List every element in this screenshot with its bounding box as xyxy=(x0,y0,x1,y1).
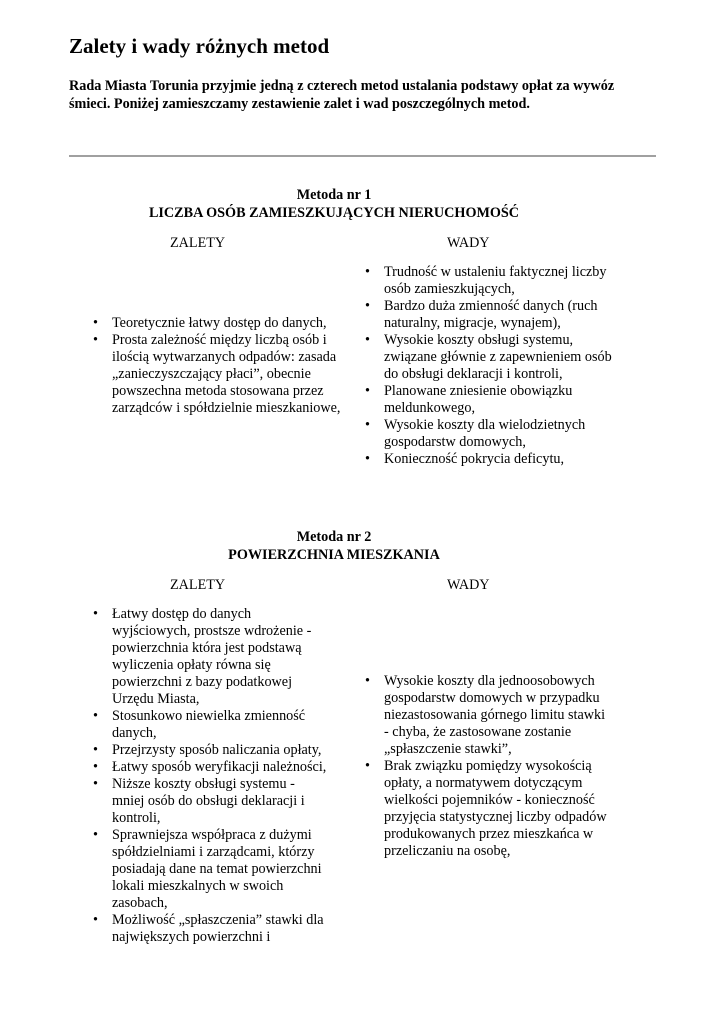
method-number: Metoda nr 1 xyxy=(296,187,372,203)
list-item: • Łatwy sposób weryfikacji należności, xyxy=(90,759,328,776)
list-item: • Brak związku pomiędzy wysokością opłaty, a normatywem dotyczącym wielkości pojemników - konieczność przyjęcia statystycznej liczby odpadów produkowanych przez mieszkańca w przeliczaniu na osobę, xyxy=(362,758,610,860)
list-item: • Bardzo duża zmienność danych (ruch naturalny, migracje, wynajem), xyxy=(362,298,617,332)
method-1-heading xyxy=(69,186,599,222)
list-item: • Przejrzysty sposób naliczania opłaty, xyxy=(90,742,328,759)
list-item: • Konieczność pokrycia deficytu, xyxy=(362,451,617,468)
list-item: • Prosta zależność między liczbą osób i ilością wytwarzanych odpadów: zasada „zanieczyszczający płaci”, obecnie powszechna metoda stosowana przez zarządców i spółdzielnie mieszkaniowe, xyxy=(90,332,348,417)
list-item: • Trudność w ustaleniu faktycznej liczby osób zamieszkujących, xyxy=(362,264,617,298)
method-number: Metoda nr 2 xyxy=(296,529,372,545)
list-item: • Teoretycznie łatwy dostęp do danych, xyxy=(90,315,348,332)
cons-list xyxy=(362,264,617,468)
horizontal-divider xyxy=(69,155,656,157)
pros-list xyxy=(90,315,348,417)
list-item: • Planowane zniesienie obowiązku meldunkowego, xyxy=(362,383,617,417)
cons-label: WADY xyxy=(447,577,490,593)
page-title: Zalety i wady różnych metod xyxy=(69,34,330,58)
list-item: • Stosunkowo niewielka zmienność danych, xyxy=(90,708,328,742)
list-item: • Możliwość „spłaszczenia” stawki dla największych powierzchni i xyxy=(90,912,328,946)
pros-label: ZALETY xyxy=(170,577,226,593)
cons-list xyxy=(362,673,610,860)
list-item: • Wysokie koszty dla jednoosobowych gospodarstw domowych w przypadku niezastosowania górnego limitu stawki - chyba, że zastosowane zostanie „spłaszczenie stawki”, xyxy=(362,673,610,758)
method-name: POWIERZCHNIA MIESZKANIA xyxy=(228,547,440,563)
method-name: LICZBA OSÓB ZAMIESZKUJĄCYCH NIERUCHOMOŚĆ xyxy=(148,205,520,221)
list-item: • Niższe koszty obsługi systemu - mniej osób do obsługi deklaracji i kontroli, xyxy=(90,776,328,827)
list-item: • Wysokie koszty dla wielodzietnych gospodarstw domowych, xyxy=(362,417,617,451)
method-2-heading xyxy=(69,528,599,564)
pros-list xyxy=(90,606,328,946)
list-item: • Łatwy dostęp do danych wyjściowych, prostsze wdrożenie - powierzchnia która jest podstawą wyliczenia opłaty równa się powierzchni z bazy podatkowej Urzędu Miasta, xyxy=(90,606,328,708)
pros-label: ZALETY xyxy=(170,235,226,251)
intro-paragraph: Rada Miasta Torunia przyjmie jedną z czterech metod ustalania podstawy opłat za wywóz śmieci. Poniżej zamieszczamy zestawienie zalet i wad poszczególnych metod. xyxy=(69,78,615,112)
list-item: • Wysokie koszty obsługi systemu, związane głównie z zapewnieniem osób do obsługi deklaracji i kontroli, xyxy=(362,332,617,383)
list-item: • Sprawniejsza współpraca z dużymi spółdzielniami i zarządcami, którzy posiadają dane na temat powierzchni lokali mieszkalnych w swoich zasobach, xyxy=(90,827,328,912)
cons-label: WADY xyxy=(447,235,490,251)
